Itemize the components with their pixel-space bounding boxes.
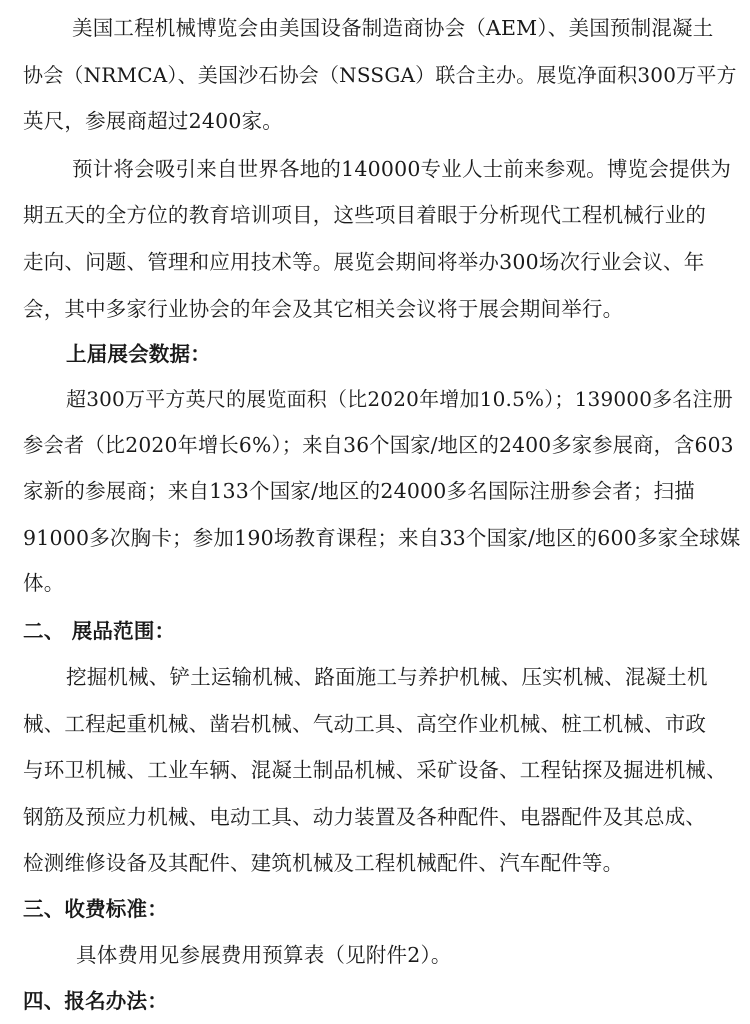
scope-line-4: 钢筋及预应力机械、电动工具、动力装置及各种配件、电器配件及其总成、 (23, 805, 707, 829)
intro-p2-line-1: 预计将会吸引来自世界各地的140000专业人士前来参观。博览会提供为 (72, 157, 732, 181)
scope-line-5: 检测维修设备及其配件、建筑机械及工程机械配件、汽车配件等。 (23, 851, 624, 875)
last-show-line-1: 超300万平方英尺的展览面积（比2020年增加10.5%）；139000多名注册 (66, 387, 733, 411)
scope-line-3: 与环卫机械、工业车辆、混凝土制品机械、采矿设备、工程钻探及掘进机械、 (23, 758, 727, 782)
intro-p1-line-3: 英尺，参展商超过2400家。 (23, 109, 283, 133)
last-show-heading: 上届展会数据： (66, 342, 211, 366)
last-show-line-3: 家新的参展商；来自133个国家/地区的24000多名国际注册参会者；扫描 (23, 479, 695, 503)
scope-line-1: 挖掘机械、铲土运输机械、路面施工与养护机械、压实机械、混凝土机 (66, 665, 708, 689)
fees-line-1: 具体费用见参展费用预算表（见附件2）。 (76, 943, 452, 967)
last-show-line-2: 参会者（比2020年增长6%）；来自36个国家/地区的2400多家参展商，含603 (23, 433, 734, 457)
intro-p2-line-4: 会，其中多家行业协会的年会及其它相关会议将于展会期间举行。 (23, 297, 624, 321)
scope-heading: 二、 展品范围： (23, 619, 176, 643)
scope-line-2: 械、工程起重机械、凿岩机械、气动工具、高空作业机械、桩工机械、市政 (23, 712, 707, 736)
fees-heading: 三、收费标准： (23, 897, 168, 921)
intro-p2-line-2: 期五天的全方位的教育培训项目，这些项目着眼于分析现代工程机械行业的 (23, 203, 707, 227)
intro-p1-line-1: 美国工程机械博览会由美国设备制造商协会（AEM）、美国预制混凝土 (72, 16, 714, 40)
last-show-line-5: 体。 (23, 571, 65, 595)
intro-p2-line-3: 走向、问题、管理和应用技术等。展览会期间将举办300场次行业会议、年 (23, 250, 705, 274)
last-show-line-4: 91000多次胸卡；参加190场教育课程；来自33个国家/地区的600多家全球媒 (23, 526, 741, 550)
intro-p1-line-2: 协会（NRMCA）、美国沙石协会（NSSGA）联合主办。展览净面积300万平方 (23, 63, 737, 87)
registration-heading: 四、报名办法： (23, 989, 168, 1013)
